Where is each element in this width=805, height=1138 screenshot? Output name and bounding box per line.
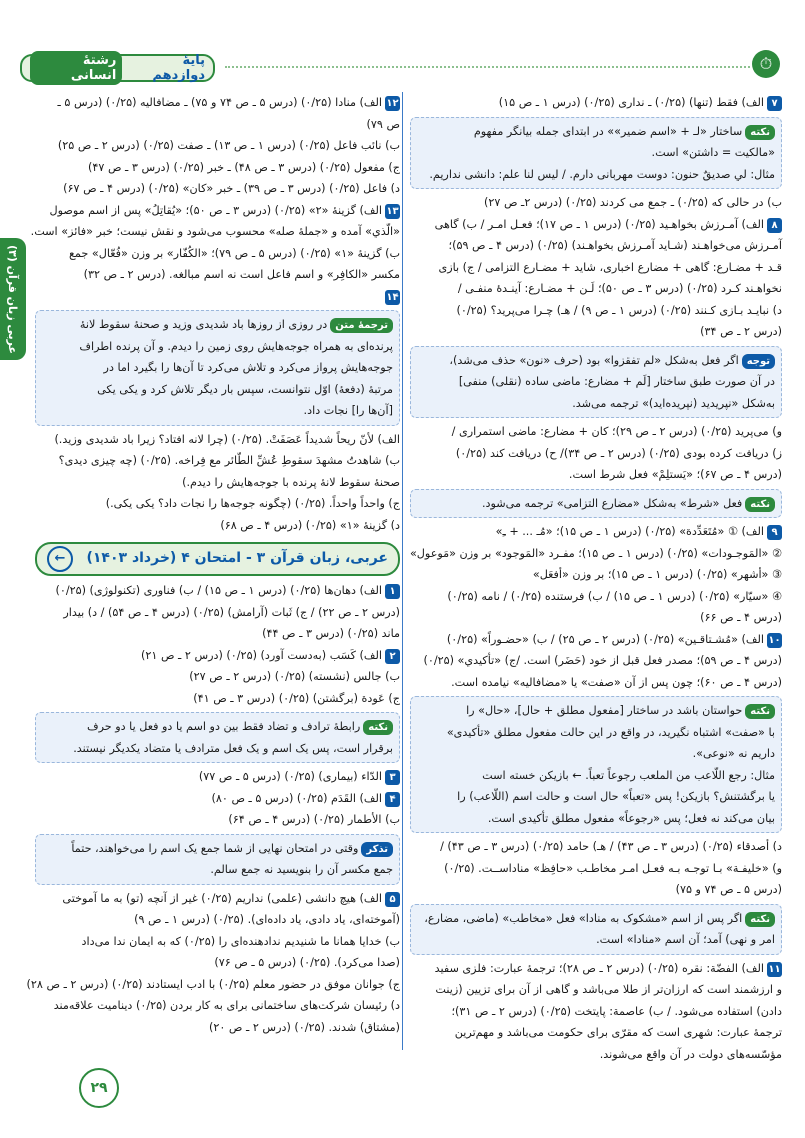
answer-text: قـد + مضـارع: گاهی + مضارع اخباری، شاید + مضـارع التزامی / ج) بازی bbox=[438, 260, 782, 274]
answer-line bbox=[410, 672, 782, 694]
answer-text: و ارزشمند است که ارزان‌تر از طلا می‌باشد و گاهی از آن برای تزیین (زینت bbox=[435, 983, 782, 996]
header-badge bbox=[20, 54, 215, 82]
answer-text: الف) الفضّة: نقره (۰/۲۵) (درس ۲ ـ ص ۲۸)؛ ترجمهٔ عبارت: فلزی سفید bbox=[434, 961, 764, 975]
answer-text: د) فاعل (۰/۲۵) (درس ۳ ـ ص ۳۹) ـ خبر «كان» (۰/۲۵) (درس ۴ ـ ص ۶۷) bbox=[63, 182, 400, 195]
answer-text: ④ «سیّار» (۰/۲۵) (درس ۱ ـ ص ۱۵) / ب) فرستنده (۰/۲۵) / نامه (۰/۲۵) bbox=[447, 589, 782, 603]
note-line bbox=[42, 838, 393, 860]
answer-text: ② «المَوجـودات» (۰/۲۵) (درس ۱ ـ ص ۱۵)؛ مفـرد «المَوجود» بر وزن «مَوعول» bbox=[409, 546, 782, 560]
answer-line bbox=[35, 92, 400, 114]
answer-text: الف) گزینهٔ «۲» (۰/۲۵) (درس ۳ ـ ص ۵۰)؛ «يُقاتِلُ» پس از اسم موصول bbox=[49, 203, 382, 217]
answer-line bbox=[410, 92, 782, 114]
note-box bbox=[35, 712, 400, 763]
note-text: در روزی از روزها باد شدیدی وزید و صحنهٔ سقوط لانهٔ bbox=[79, 318, 328, 331]
note-text: حواستان باشد در ساختار [مفعول مطلق + حال]، «حال» را bbox=[466, 704, 743, 717]
question-number: ۴ bbox=[385, 792, 400, 807]
answer-line bbox=[35, 623, 400, 645]
answer-text: (درس ۲ ـ ص ۲۲) / ج) ثَبات (آرامش) (۰/۲۵) (درس ۴ ـ ص ۵۴) / د) بیدار bbox=[63, 605, 400, 619]
note-box bbox=[410, 489, 782, 519]
answer-text: (صدا می‌کرد). (۰/۲۵) (درس ۵ ـ ص ۷۶) bbox=[214, 956, 400, 969]
answer-text: (آموخته‌ای، یاد دادی، یاد داده‌ای). (۰/۲۵) (درس ۱ ـ ص ۹) bbox=[134, 913, 400, 926]
answer-text: الف) منادا (۰/۲۵) (درس ۵ ـ ص ۷۴ و ۷۵) ـ مضافالیه (۰/۲۵) (درس ۵ ـ bbox=[57, 96, 382, 109]
answer-line bbox=[410, 629, 782, 651]
answer-text: د) نبایـد بـازی کـنند (۰/۲۵) (درس ۱ ـ ص ۹) / هـ) چـرا می‌پرید؟ (۰/۲۵) bbox=[456, 303, 782, 317]
answer-line bbox=[410, 958, 782, 980]
answer-text: (درس ۴ ـ ص ۵۹)؛ مصدر فعل قبل از خود (حَضَر) است. /ج) «تأكيدي» (۰/۲۵) bbox=[423, 654, 782, 667]
note-text: پرنده‌ای به همراه جوجه‌هایش روی زمین را دیدم. و آن پرنده اطراف bbox=[79, 339, 393, 353]
answer-text: صحنهٔ سقوط لانهٔ پرنده با جوجه‌هایش را دیدم.) bbox=[182, 475, 400, 489]
answer-text: ز) دریافت کرده بودی (۰/۲۵) (درس ۲ ـ ص ۳۴)/ ح) دریافت کند (۰/۲۵) bbox=[455, 446, 782, 460]
note-line bbox=[42, 357, 393, 379]
answer-line bbox=[410, 464, 782, 486]
answer-line bbox=[410, 1001, 782, 1023]
answer-line bbox=[35, 243, 400, 265]
answer-text: ج) جوانان موفق در حضور معلم (۰/۲۵) با ادب ایستادند (۰/۲۵) (درس ۲ ـ ص ۲۸) bbox=[26, 977, 400, 991]
answer-line bbox=[35, 952, 400, 974]
note-text: مثال: لي صديقٌ حنون: دوست مهربانی دارم. / ليس لنا علم: دانشی نداریم. bbox=[429, 167, 775, 181]
note-tag: تذکر bbox=[361, 842, 393, 857]
answer-line bbox=[410, 443, 782, 465]
answer-line bbox=[410, 586, 782, 608]
note-box bbox=[410, 117, 782, 190]
note-line bbox=[417, 929, 775, 951]
answer-line bbox=[410, 214, 782, 236]
note-box bbox=[410, 696, 782, 833]
answer-text: الف) دهان‌ها (۰/۲۵) (درس ۱ ـ ص ۱۵) / ب) فناوری (تکنولوژی) (۰/۲۵) bbox=[55, 584, 382, 597]
exam-section-title bbox=[35, 542, 400, 576]
answer-text: «الّذي» آمده و «جملهٔ صله» محسوب می‌شود و نقش نیست؛ خبر «فائز» است. bbox=[30, 225, 400, 238]
answer-line bbox=[410, 879, 782, 901]
answer-line bbox=[35, 888, 400, 910]
answer-text: ب) جالس (نشسته) (۰/۲۵) (درس ۲ ـ ص ۲۷) bbox=[189, 670, 400, 683]
answer-line bbox=[410, 858, 782, 880]
note-text: برقرار است، پس یک اسم و یک فعل مترادف یا متضاد یکدیگر نیستند. bbox=[73, 741, 393, 755]
answer-line bbox=[35, 157, 400, 179]
note-line bbox=[417, 121, 775, 143]
answer-line bbox=[410, 192, 782, 214]
note-line bbox=[417, 164, 775, 186]
note-text: مرتبهٔ (دفعهٔ) اوّل نتوانست، سپس بار دیگر تلاش کرد و یکی یکی bbox=[97, 382, 393, 396]
question-number: ۵ bbox=[385, 892, 400, 907]
question-number: ۱۱ bbox=[768, 963, 781, 975]
note-line bbox=[42, 738, 393, 760]
clock-badge-icon: ⏱ bbox=[752, 50, 780, 78]
answer-text: الف) ① «مُتَعَدِّدة» (۰/۲۵) (درس ۱ ـ ص ۱۵)؛ «مُـ ... + ـِ» bbox=[495, 525, 764, 538]
answer-text: و) می‌پرید (۰/۲۵) (درس ۲ ـ ص ۲۹)؛ کان + مضارع: ماضی استمراری / bbox=[451, 425, 782, 438]
answer-text: الف) القَدَم (۰/۲۵) (درس ۵ ـ ص ۸۰) bbox=[211, 791, 382, 805]
answer-line bbox=[35, 178, 400, 200]
answer-line bbox=[35, 602, 400, 624]
answer-line bbox=[410, 235, 782, 257]
note-text: با «صفت» اشتباه نگیرید، در واقع در این حالت مفعول مطلق «تأکیدی» bbox=[446, 725, 775, 739]
answer-line bbox=[35, 909, 400, 931]
field-label: رشتهٔ انسانی bbox=[30, 51, 122, 85]
answer-line bbox=[35, 666, 400, 688]
note-box bbox=[410, 346, 782, 419]
note-text: مثال: رجع اللّاعب من الملعب رجوعاً تعباً. ← بازیکن خسته است bbox=[482, 768, 775, 782]
answer-text: الف) لأنّ ريحاً شديداً عَصَفَتْ. (۰/۲۵) (چرا لانه افتاد؟ زیرا باد شدیدی وزید.) bbox=[54, 432, 400, 446]
answer-text: مؤسّسه‌های دولت در آن واقع می‌شوند. bbox=[599, 1047, 782, 1061]
note-text: در آن صورت طبق ساختار [لَم + مضارع: ماضی ساده (نقلی) منفی] bbox=[458, 375, 775, 388]
answer-text: و) «خلیفـة» بـا توجـه بـه فعـل امـر مخاطـب «حافِظ» منادا‌ســت. (۰/۲۵) bbox=[444, 861, 782, 875]
answer-line bbox=[35, 429, 400, 451]
note-line bbox=[417, 371, 775, 393]
note-line bbox=[42, 314, 393, 336]
header-dotted-line bbox=[225, 66, 750, 68]
note-text: [آن‌ها را] نجات داد. bbox=[303, 404, 393, 417]
note-line bbox=[417, 908, 775, 930]
note-tag: نکته bbox=[745, 912, 775, 927]
note-tag: توجه bbox=[742, 354, 775, 369]
answer-text: (مشتاق) شدند. (۰/۲۵) (درس ۲ ـ ص ۲۰) bbox=[208, 1020, 400, 1034]
answer-text: ب) شاهدتُ مشهدَ سقوطِ عُشِّ الطّائر مع فِراخه. (۰/۲۵) (چه چیزی دیدی؟ bbox=[58, 454, 400, 467]
answer-line bbox=[410, 421, 782, 443]
arrow-left-icon: ← bbox=[47, 546, 73, 572]
answer-line bbox=[410, 300, 782, 322]
note-line bbox=[417, 786, 775, 808]
note-text: جوجه‌هایش پرواز می‌کرد و تلاش می‌کرد تا آن‌ها را بگیرد اما در bbox=[103, 361, 393, 374]
note-tag: نکته bbox=[745, 704, 775, 719]
answer-line bbox=[35, 493, 400, 515]
note-tag: نکته bbox=[745, 125, 775, 140]
answer-line bbox=[410, 1022, 782, 1044]
note-line bbox=[417, 700, 775, 722]
answer-line bbox=[35, 688, 400, 710]
section-title-text: عربی، زبان قرآن ۳ - امتحان ۴ (خرداد ۱۴۰۳) bbox=[86, 550, 388, 567]
page-number: ۲۹ bbox=[79, 1068, 119, 1108]
note-text: جمع مکسر آن را بنویسید نه جمع سالم. bbox=[210, 863, 393, 876]
note-text: اگر فعل به‌شکل «لم تفقزوا» بود (حرف «نون» حذف می‌شد)، bbox=[449, 353, 739, 367]
answer-text: الف) آمـرزش بخواهـید (۰/۲۵) (درس ۱ ـ ص ۱۷)؛ فعـل امـر / ب) گاهی bbox=[434, 217, 764, 231]
left-column bbox=[26, 92, 400, 1038]
answer-text: ب) الأطمار (۰/۲۵) (درس ۴ ـ ص ۶۴) bbox=[228, 813, 400, 826]
page-header bbox=[20, 50, 790, 82]
note-text: به‌شکل «نپریدید (نپریده‌اید)» ترجمه می‌شد. bbox=[572, 396, 775, 410]
question-number: ۷ bbox=[767, 96, 782, 111]
note-text: «مالکیت = داشتن» است. bbox=[651, 146, 775, 159]
answer-line bbox=[410, 321, 782, 343]
answer-line bbox=[35, 766, 400, 788]
answer-line bbox=[35, 809, 400, 831]
note-line bbox=[42, 400, 393, 422]
answer-text: ج) واحداً واحداً. (۰/۲۵) (چگونه جوجه‌ها را نجات داد؟ یکی یکی.) bbox=[105, 497, 400, 510]
question-number: ۱۰ bbox=[768, 634, 781, 646]
answer-line bbox=[26, 974, 400, 996]
answer-line bbox=[35, 114, 400, 136]
note-line bbox=[417, 765, 775, 787]
answer-line bbox=[35, 264, 400, 286]
note-tag: نکته bbox=[363, 720, 393, 735]
note-line bbox=[42, 336, 393, 358]
note-box bbox=[410, 904, 782, 955]
answer-line bbox=[35, 1017, 400, 1039]
answer-line bbox=[35, 450, 400, 472]
answer-line bbox=[410, 836, 782, 858]
answer-text: (درس ۴ ـ ص ۶۷)؛ «يَستلِمْ» فعل شرط است. bbox=[568, 468, 782, 481]
answer-line bbox=[30, 221, 400, 243]
note-line bbox=[417, 393, 775, 415]
note-line bbox=[417, 493, 775, 515]
answer-text: د) گزینهٔ «۱» (۰/۲۵) (درس ۴ ـ ص ۶۸) bbox=[220, 518, 400, 532]
answer-text: ③ «أشهر» (۰/۲۵) (درس ۱ ـ ص ۱۵)؛ بر وزن «أفعَل» bbox=[532, 568, 782, 581]
note-line bbox=[417, 350, 775, 372]
answer-line bbox=[410, 543, 782, 565]
note-text: یا برگشتنش؟ بازیکن! پس «تعباً» حال است و حالت اسم (اللّاعب) را bbox=[457, 790, 775, 803]
answer-line bbox=[410, 979, 782, 1001]
answer-line bbox=[35, 788, 400, 810]
question-number: ۲ bbox=[385, 649, 400, 664]
answer-text: الدّاء (بیماری) (۰/۲۵) (درس ۵ ـ ص ۷۷) bbox=[198, 770, 382, 783]
note-text: ساختار «لـ + «اسم ضمیر»» در ابتدای جمله بیانگر مفهوم bbox=[473, 124, 743, 138]
note-line bbox=[42, 859, 393, 881]
note-tag: نکته bbox=[745, 497, 775, 512]
answer-line bbox=[410, 564, 782, 586]
answer-text: (درس ۴ ـ ص ۶۰)؛ چون پس از آن «صفت» یا «مضافالیه» نیامده است. bbox=[451, 675, 782, 689]
answer-text: د) أصدقاء (۰/۲۵) (درس ۳ ـ ص ۴۳) / هـ) حامد (۰/۲۵) (درس ۳ ـ ص ۴۳) / bbox=[440, 840, 782, 853]
answer-text: ماند (۰/۲۵) (درس ۳ ـ ص ۴۴) bbox=[262, 627, 400, 640]
answer-text: ب) خدایا همانا ما شنیدیم ندادهنده‌ای را (۰/۲۵) که به ایمان ندا می‌داد bbox=[81, 934, 400, 948]
subject-side-tab bbox=[0, 238, 26, 360]
answer-text: مکسر «الكافِر» و اسم فاعل است نه اسم مبالغه. (درس ۲ ـ ص ۳۲) bbox=[83, 268, 400, 281]
answer-text: د) رئیسان شرکت‌های ساختمانی برای به کار بردن (۰/۲۵) دینامیت علاقه‌مند bbox=[53, 999, 400, 1012]
answer-text: (درس ۵ ـ ص ۷۴ و ۷۵) bbox=[675, 883, 782, 896]
answer-line bbox=[35, 931, 400, 953]
question-number: ۸ bbox=[767, 218, 782, 233]
answer-line bbox=[35, 286, 400, 308]
grade-label: پایهٔ دوازدهم bbox=[152, 53, 205, 83]
question-number: ۱۲ bbox=[386, 98, 399, 109]
answer-text: الف) «مُشـتاقـین» (۰/۲۵) (درس ۲ ـ ص ۲۵) / ب) «حضـوراً» (۰/۲۵) bbox=[446, 632, 764, 646]
question-number: ۱ bbox=[385, 584, 400, 599]
answer-text: ص ۷۹) bbox=[366, 117, 400, 131]
note-line bbox=[417, 808, 775, 830]
note-line bbox=[417, 142, 775, 164]
answer-text: دادن) استفاده می‌شود. / ب) عاصمة: پایتخت (۰/۲۵) (درس ۲ ـ ص ۳۱)؛ bbox=[451, 1004, 782, 1018]
question-number: ۱۳ bbox=[386, 205, 399, 217]
note-line bbox=[417, 743, 775, 765]
answer-text: ب) گزینهٔ «۱» (۰/۲۵) (درس ۵ ـ ص ۷۹)؛ «الكُفّار» بر وزن «فُعّال» جمع bbox=[68, 246, 400, 260]
note-line bbox=[42, 716, 393, 738]
answer-line bbox=[35, 995, 400, 1017]
note-text: رابطهٔ ترادف و تضاد فقط بین دو اسم یا دو فعل یا دو حرف bbox=[87, 720, 361, 733]
answer-line bbox=[35, 472, 400, 494]
note-tag: ترجمهٔ متن bbox=[330, 318, 393, 333]
side-tab-label: عربی زبان قرآن (۳) bbox=[6, 244, 20, 354]
answer-line bbox=[410, 257, 782, 279]
answer-text: ترجمهٔ عبارت: شهری است که مقرّی برای حکومت می‌باشد و مهم‌ترین bbox=[454, 1026, 782, 1039]
note-box bbox=[35, 310, 400, 426]
note-text: وقتی در امتحان نهایی از شما جمع یک اسم را می‌خواهند، حتماً bbox=[71, 841, 359, 855]
answer-text: ب) نائب فاعل (۰/۲۵) (درس ۱ ـ ص ۱۳) ـ صفت (۰/۲۵) (درس ۲ ـ ص ۲۵) bbox=[57, 139, 400, 152]
answer-text: الف) فقط (تنها) (۰/۲۵) ـ نداری (۰/۲۵) (درس ۱ ـ ص ۱۵) bbox=[498, 96, 764, 109]
column-divider bbox=[402, 92, 403, 1050]
note-line bbox=[417, 722, 775, 744]
answer-text: ج) مفعول (۰/۲۵) (درس ۳ ـ ص ۴۸) ـ خبر (۰/۲۵) (درس ۳ ـ ص ۴۷) bbox=[88, 160, 400, 174]
answer-text: ج) عَودة (برگشتن) (۰/۲۵) (درس ۳ ـ ص ۴۱) bbox=[193, 691, 400, 705]
question-number: ۹ bbox=[767, 525, 782, 540]
answer-line bbox=[410, 650, 782, 672]
right-column bbox=[410, 92, 782, 1065]
question-number: ۱۴ bbox=[386, 291, 399, 303]
answer-line bbox=[410, 607, 782, 629]
note-text: اگر پس از اسم «مشکوک به منادا» فعل «مخاطب» (ماضی، مضارع، bbox=[424, 911, 743, 925]
answer-line bbox=[410, 278, 782, 300]
answer-line bbox=[35, 515, 400, 537]
answer-text: ب) در حالی که (۰/۲۵) ـ جمع می کردند (۰/۲۵) (درس ۲ـ ص ۲۷) bbox=[483, 196, 782, 209]
answer-text: (درس ۴ ـ ص ۶۶) bbox=[700, 611, 782, 624]
note-box bbox=[35, 834, 400, 885]
question-number: ۳ bbox=[385, 770, 400, 785]
note-text: فعل «شرط» به‌شکل «مضارع التزامی» ترجمه می‌شود. bbox=[481, 496, 743, 510]
answer-line bbox=[35, 580, 400, 602]
answer-text: الف) كَسَب (به‌دست آورد) (۰/۲۵) (درس ۲ ـ ص ۲۱) bbox=[140, 648, 382, 662]
answer-line bbox=[410, 1044, 782, 1066]
note-text: امر و نهی) آمد؛ آن اسم «منادا» است. bbox=[596, 933, 775, 946]
note-text: بیان می‌کند نه فعل؛ پس «رجوعاً» مفعول مطلق تأکیدی است. bbox=[487, 811, 775, 825]
answer-text: (درس ۲ ـ ص ۳۴) bbox=[700, 325, 782, 338]
note-text: داریم نه «نوعی». bbox=[692, 747, 775, 760]
answer-line bbox=[35, 135, 400, 157]
answer-line bbox=[35, 645, 400, 667]
answer-text: نخواهـند کـرد (۰/۲۵) (درس ۳ ـ ص ۵۰)؛ لَـن + مضـارع: آینـدهٔ منفـی / bbox=[457, 282, 782, 295]
answer-text: آمـرزش می‌خواهـند (شـاید آمـرزش بخواهـند) (۰/۲۵) (درس ۴ ـ ص ۵۹)؛ bbox=[448, 239, 782, 252]
note-line bbox=[42, 379, 393, 401]
answer-line bbox=[35, 200, 400, 222]
answer-text: الف) هیچ دانشی (علمی) نداریم (۰/۲۵) غیر از آنچه (تو) به ما آموختی bbox=[62, 891, 382, 905]
answer-line bbox=[410, 521, 782, 543]
